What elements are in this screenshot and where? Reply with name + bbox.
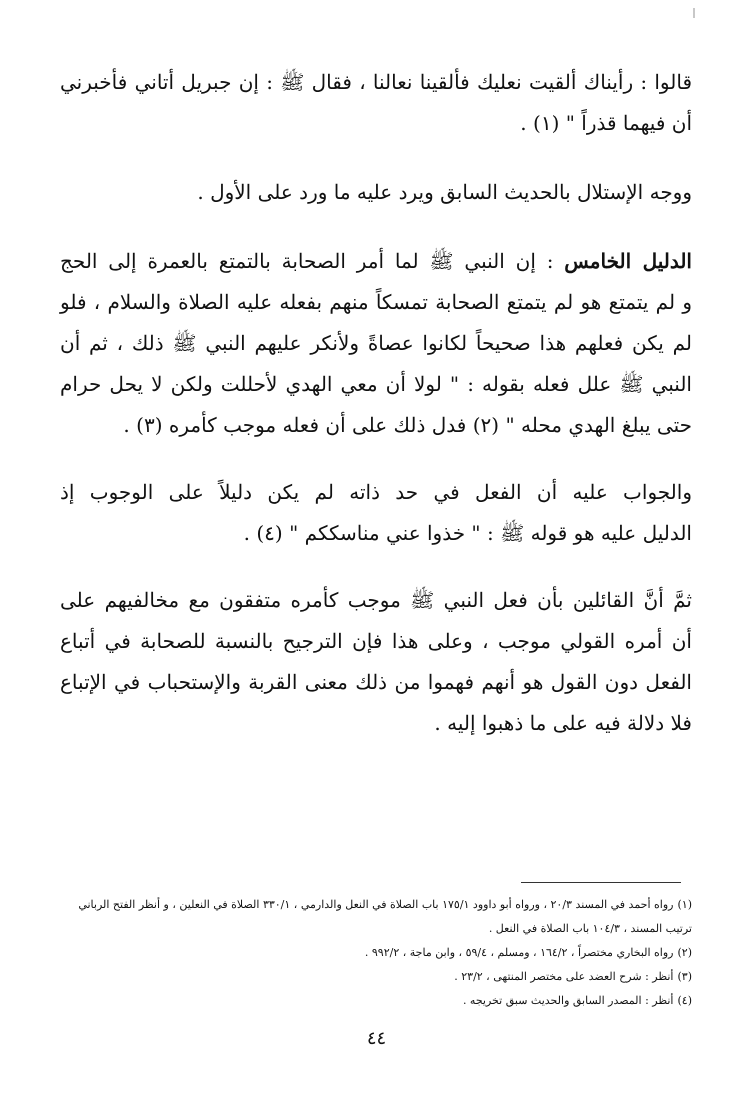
- footnotes: [60, 893, 692, 1013]
- section-label: الدليل الخامس: [564, 249, 692, 273]
- footnote-text: أنظر : المصدر السابق والحديث سبق تخريجه .: [462, 994, 674, 1007]
- footnote-text: أنظر : شرح العضد على مختصر المنتهى ، ٢٣/٢ .: [454, 970, 674, 983]
- footnote-line: [60, 941, 692, 965]
- paragraph-5: [60, 580, 692, 744]
- text-line: حتى يبلغ الهدي محله " (٢) فدل ذلك على أن فعله موجب كأمره (٣) .: [123, 413, 692, 437]
- text-line: و لم يتمتع هو لم يتمتع الصحابة تمسكاً منهم بفعله عليه الصلاة والسلام ، فلو: [60, 290, 692, 314]
- footnote-line: [60, 989, 692, 1013]
- paragraph-1: [60, 62, 692, 144]
- text-line: والجواب عليه أن الفعل في حد ذاته لم يكن دليلاً على الوجوب إذ: [60, 480, 692, 504]
- text-line: ووجه الإستلال بالحديث السابق ويرد عليه ما ورد على الأول .: [197, 180, 692, 204]
- paragraph-2: [60, 172, 692, 213]
- footnote-line: ترتيب المسند ، ١٠٤/٣ باب الصلاة في النعل .: [488, 922, 692, 935]
- text-line: أن أمره القولي موجب ، وعلى هذا فإن الترجيح بالنسبة للصحابة في أتباع: [60, 629, 692, 653]
- footnote-text: رواه البخاري مختصراً ، ١٦٤/٢ ، ومسلم ، ٥٩/٤ ، وابن ماجة ، ٩٩٢/٢ .: [364, 946, 674, 959]
- text-line: فلا دلالة فيه على ما ذهبوا إليه .: [434, 711, 692, 735]
- text-line: أن فيهما قذراً " (١) .: [520, 111, 692, 135]
- footnote-line: [60, 965, 692, 989]
- text-line: لم يكن فعلهم هذا صحيحاً لكانوا عصاةً ولأنكر عليهم النبي ﷺ ذلك ، ثم أن: [60, 331, 692, 355]
- text-line: الفعل دون القول هو أنهم فهموا من ذلك معنى القربة والإستحباب في الإتباع: [60, 670, 692, 694]
- paragraph-4: [60, 472, 692, 554]
- text-line: ثمَّ أنَّ القائلين بأن فعل النبي ﷺ موجب كأمره متفقون مع مخالفيهم على: [60, 588, 692, 612]
- footnote-number: (٢): [677, 946, 692, 959]
- footnote-text: رواه أحمد في المسند ٢٠/٣ ، ورواه أبو داوود ١٧٥/١ باب الصلاة في النعل والدارمي ، ٣٣٠/١ الصلاة في النعلين ، و أنظر الفتح الرباني: [78, 898, 674, 911]
- footnote-number: (٣): [677, 970, 692, 983]
- footnote-line: [60, 893, 692, 917]
- scan-mark: [693, 8, 695, 18]
- main-text: [60, 62, 692, 744]
- text-line: النبي ﷺ علل فعله بقوله : " لولا أن معي الهدي لأحللت ولكن لا يحل حرام: [60, 372, 692, 396]
- footnote-number: (١): [677, 898, 692, 911]
- page-number: ٤٤: [366, 1028, 387, 1049]
- text-fragment: : إن النبي ﷺ لما أمر الصحابة بالتمتع بالعمرة إلى الحج: [60, 249, 554, 273]
- text-line: قالوا : رأيناك ألقيت نعليك فألقينا نعالنا ، فقال ﷺ : إن جبريل أتاني فأخبرني: [60, 70, 692, 94]
- text-line: [60, 241, 692, 282]
- footnote-number: (٤): [677, 994, 692, 1007]
- footnote-divider: [521, 882, 681, 883]
- paragraph-3: [60, 241, 692, 446]
- text-line: الدليل عليه هو قوله ﷺ : " خذوا عني مناسككم " (٤) .: [243, 521, 692, 545]
